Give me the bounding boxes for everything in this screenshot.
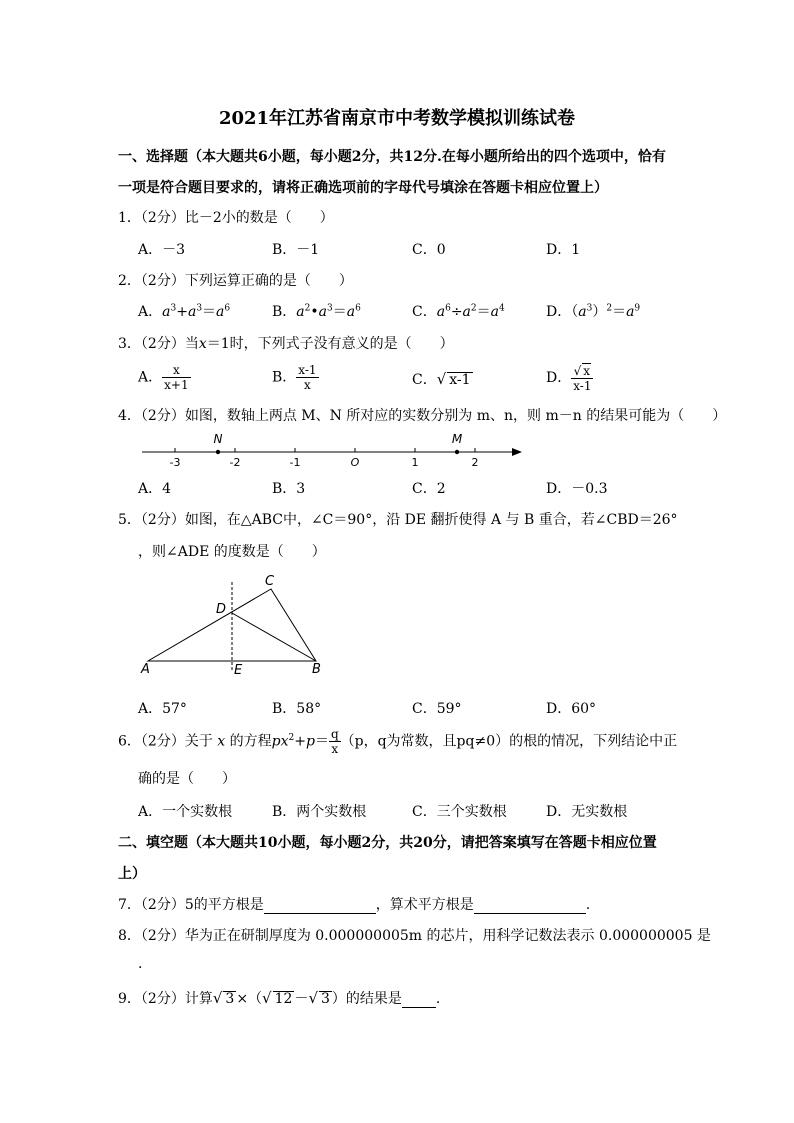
axis-arrow xyxy=(512,448,522,456)
q1-option-d: D．1 xyxy=(546,242,581,258)
section-1-heading-line1: 一、选择题（本大题共6小题，每小题2分，共12分.在每小题所给出的四个选项中，恰有 xyxy=(118,149,666,165)
question-9: 9．（2分）计算√ 3 ×（√ 12 －√ 3 ）的结果是 . xyxy=(118,989,441,1007)
segment-bd xyxy=(232,613,316,661)
q2-option-a: A．$a^3+a^3=a^6$ xyxy=(138,303,231,320)
page-title: 2021年江苏省南京市中考数学模拟训练试卷 xyxy=(218,108,576,129)
q3-option-b: B． $\frac{x-1}{x}$ xyxy=(272,363,317,392)
question-3-stem: 3．（2分）当x＝1时，下列式子没有意义的是（ ） xyxy=(118,336,454,352)
q3-option-c: C．√ x-1 xyxy=(412,370,471,388)
origin-label: O xyxy=(350,456,360,469)
tick-label: -3 xyxy=(169,456,181,469)
q5-option-d: D．60° xyxy=(546,701,597,717)
q2-option-d: D．$(a^3)^2=a^9$ xyxy=(546,303,641,320)
question-5-stem-line1: 5．（2分）如图，在△ABC中，∠C＝90°，沿 DE 翻折使得 A 与 B 重合，若∠CBD＝26° xyxy=(118,512,678,528)
q1-option-b: B．－1 xyxy=(272,242,320,258)
q4-option-c: C．2 xyxy=(412,481,446,497)
q3-option-a: A． $\frac{x}{x+1}$ xyxy=(138,363,189,392)
section-2-heading-line1: 二、填空题（本大题共10小题，每小题2分，共20分，请把答案填写在答题卡相应位置 xyxy=(118,835,657,851)
point-d-label: D xyxy=(216,602,227,617)
answer-blank-2[interactable] xyxy=(474,897,586,914)
question-6-stem-line2: 确的是（ ） xyxy=(138,771,236,787)
vertex-b-label: B xyxy=(312,662,321,677)
q2-option-c: C．$a^6\div a^2=a^4$ xyxy=(412,303,505,320)
question-1-stem: 1．（2分）比－2小的数是（ ） xyxy=(118,210,334,226)
question-8-line1: 8．（2分）华为正在研制厚度为 0.000000005m 的芯片，用科学记数法表示 0.000000005 是 xyxy=(118,928,711,944)
q6-option-d: D．无实数根 xyxy=(546,804,628,820)
vertex-a-label: A xyxy=(141,662,150,677)
q2-option-b: B．$a^2•a^3=a^6$ xyxy=(272,303,361,320)
point-m-label: M xyxy=(451,432,463,446)
point-m-dot xyxy=(455,450,459,454)
tick-label: 2 xyxy=(471,456,479,469)
q4-option-b: B．3 xyxy=(272,481,306,497)
question-7: 7．（2分）5的平方根是 ，算术平方根是 . xyxy=(118,897,591,913)
q5-option-a: A．57° xyxy=(138,701,187,717)
q6-option-b: B．两个实数根 xyxy=(272,804,367,820)
q3-option-d: D． $\frac{√ x}{x-1}$ xyxy=(546,364,592,393)
section-1-heading-line2: 一项是符合题目要求的，请将正确选项前的字母代号填涂在答题卡相应位置上） xyxy=(118,180,608,196)
point-n-label: N xyxy=(213,432,223,446)
tick-label: -2 xyxy=(229,456,241,469)
point-n-dot xyxy=(216,450,220,454)
question-5-stem-line2: ，则∠ADE 的度数是（ ） xyxy=(138,544,326,560)
number-line-figure xyxy=(130,428,530,470)
triangle-figure xyxy=(136,570,336,682)
q4-option-d: D．－0.3 xyxy=(546,481,608,497)
q4-option-a: A．4 xyxy=(138,481,172,497)
section-2-heading-line2: 上） xyxy=(118,866,146,882)
tick-label: -1 xyxy=(289,456,301,469)
q6-option-a: A．一个实数根 xyxy=(138,804,233,820)
point-e-label: E xyxy=(234,663,243,678)
question-8-line2: . xyxy=(138,956,143,972)
tick-label: 1 xyxy=(411,456,419,469)
q6-option-c: C．三个实数根 xyxy=(412,804,507,820)
q1-option-a: A．－3 xyxy=(138,242,186,258)
question-4-stem-text: 4．（2分）如图，数轴上两点 M、N 所对应的实数分别为 m、n，则 m－n 的结果可能为（ ） xyxy=(118,408,727,424)
q1-option-c: C．0 xyxy=(412,242,446,258)
answer-blank-1[interactable] xyxy=(264,897,376,914)
answer-blank-q9[interactable] xyxy=(402,991,436,1008)
question-6-stem-line1: 6．（2分）关于 x 的方程$px^2+p=$ $\frac{q}{x}$ （p，q为常数，且pq≠0）的根的情况，下列结论中正 xyxy=(118,727,678,756)
question-2-stem: 2．（2分）下列运算正确的是（ ） xyxy=(118,273,353,289)
vertex-c-label: C xyxy=(265,574,275,589)
q5-option-b: B．58° xyxy=(272,701,322,717)
q5-option-c: C．59° xyxy=(412,701,462,717)
